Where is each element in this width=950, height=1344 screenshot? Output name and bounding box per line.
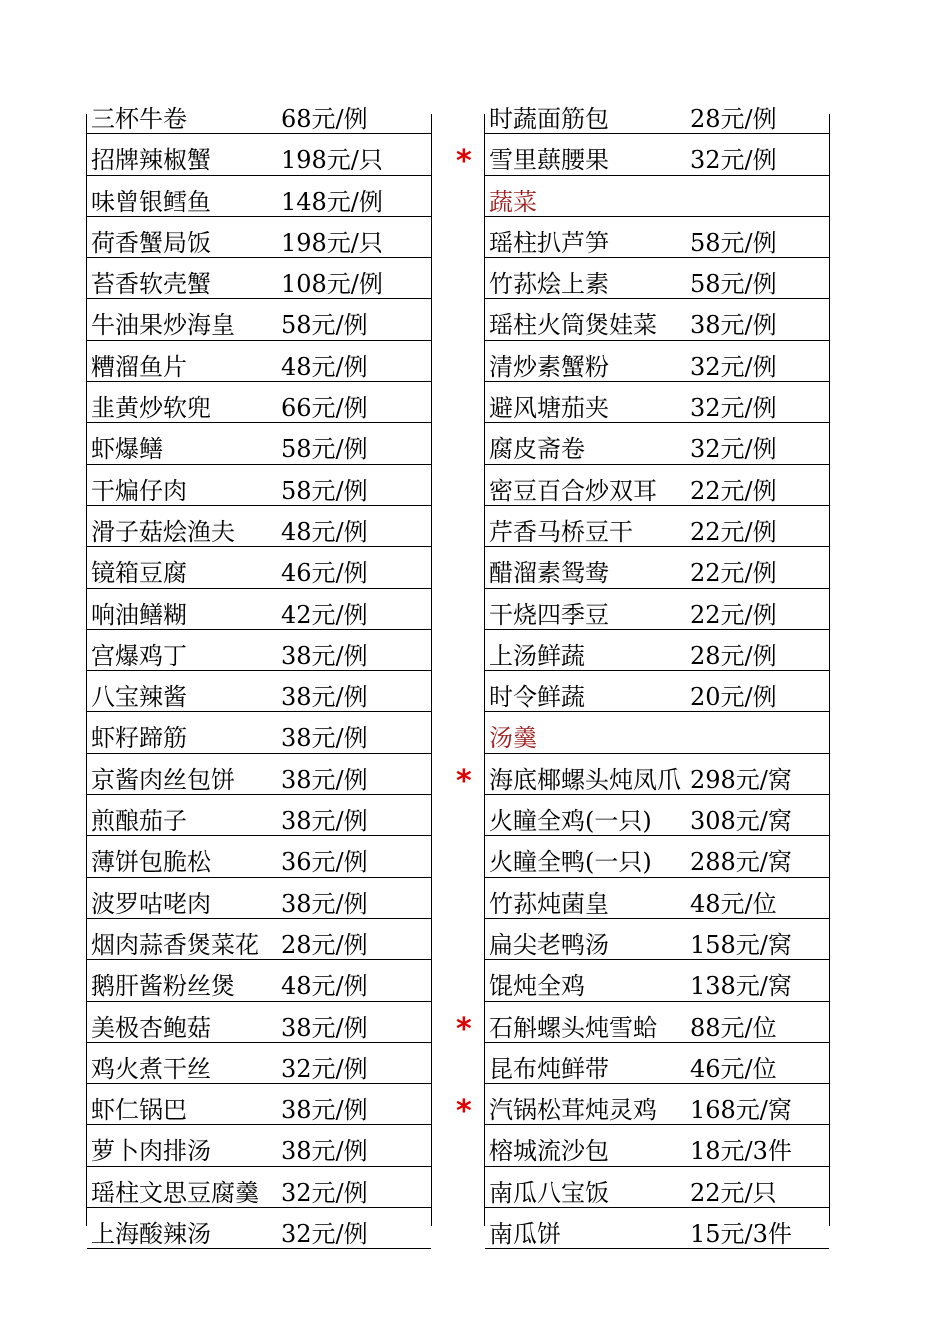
dish-name: 八宝辣酱 bbox=[91, 683, 187, 712]
dish-price: 58元/例 bbox=[281, 476, 368, 505]
menu-item-row bbox=[87, 465, 431, 506]
menu-item-row bbox=[87, 795, 431, 836]
dish-price: 58元/例 bbox=[281, 435, 368, 464]
menu-item-row bbox=[485, 382, 829, 423]
dish-name: 汽锅松茸炖灵鸡 bbox=[489, 1096, 657, 1125]
dish-name: 荷香蟹局饭 bbox=[91, 228, 211, 257]
dish-price: 38元/例 bbox=[281, 724, 368, 753]
recommended-star-icon: * bbox=[456, 763, 472, 799]
menu-item-row bbox=[87, 341, 431, 382]
dish-price: 22元/例 bbox=[690, 559, 777, 588]
dish-name: 上汤鲜蔬 bbox=[489, 641, 585, 670]
dish-name: 竹荪炖菌皇 bbox=[489, 889, 609, 918]
dish-price: 66元/例 bbox=[281, 394, 368, 423]
dish-price: 36元/例 bbox=[281, 848, 368, 877]
dish-price: 20元/例 bbox=[690, 683, 777, 712]
dish-name: 韭黄炒软兜 bbox=[91, 394, 211, 423]
dish-name: 海底椰螺头炖凤爪 bbox=[489, 765, 681, 794]
menu-item-row bbox=[485, 1208, 829, 1249]
dish-price: 108元/例 bbox=[281, 270, 383, 299]
dish-name: 招牌辣椒蟹 bbox=[91, 146, 211, 175]
dish-name: 鸡火煮干丝 bbox=[91, 1054, 211, 1083]
dish-name: 石斛螺头炖雪蛤 bbox=[489, 1013, 657, 1042]
section-title: 蔬菜 bbox=[489, 187, 537, 216]
dish-price: 38元/例 bbox=[281, 1013, 368, 1042]
dish-price: 48元/例 bbox=[281, 352, 368, 381]
dish-name: 上海酸辣汤 bbox=[91, 1220, 211, 1249]
dish-name: 干烧四季豆 bbox=[489, 600, 609, 629]
menu-item-row bbox=[87, 878, 431, 919]
dish-name: 时蔬面筋包 bbox=[489, 105, 609, 133]
menu-item-row bbox=[87, 506, 431, 547]
menu-item-row bbox=[87, 630, 431, 671]
menu-item-row bbox=[87, 671, 431, 712]
dish-price: 28元/例 bbox=[281, 930, 368, 959]
dish-price: 88元/位 bbox=[690, 1013, 777, 1042]
recommended-star-icon: * bbox=[456, 1011, 472, 1047]
dish-price: 158元/窝 bbox=[690, 930, 792, 959]
dish-price: 38元/例 bbox=[281, 641, 368, 670]
menu-item-row bbox=[87, 1002, 431, 1043]
section-title: 汤羹 bbox=[489, 724, 537, 753]
menu-item-row bbox=[485, 506, 829, 547]
menu-item-row bbox=[87, 919, 431, 960]
dish-price: 38元/例 bbox=[690, 311, 777, 340]
dish-name: 三杯牛卷 bbox=[91, 105, 187, 133]
dish-price: 32元/例 bbox=[690, 352, 777, 381]
dish-name: 清炒素蟹粉 bbox=[489, 352, 609, 381]
dish-name: 南瓜八宝饭 bbox=[489, 1178, 609, 1207]
dish-name: 瑶柱火筒煲娃菜 bbox=[489, 311, 657, 340]
menu-item-row bbox=[87, 258, 431, 299]
dish-price: 32元/例 bbox=[690, 394, 777, 423]
dish-name: 波罗咕咾肉 bbox=[91, 889, 211, 918]
dish-price: 58元/例 bbox=[690, 228, 777, 257]
dish-price: 58元/例 bbox=[690, 270, 777, 299]
dish-name: 芹香马桥豆干 bbox=[489, 517, 633, 546]
dish-name: 煎酿茄子 bbox=[91, 807, 187, 836]
dish-price: 38元/例 bbox=[281, 1137, 368, 1166]
dish-price: 308元/窝 bbox=[690, 807, 792, 836]
menu-item-row bbox=[485, 795, 829, 836]
dish-price: 28元/例 bbox=[690, 105, 777, 133]
menu-item-row bbox=[485, 341, 829, 382]
dish-name: 雪里蕻腰果 bbox=[489, 146, 609, 175]
dish-name: 扁尖老鸭汤 bbox=[489, 930, 609, 959]
dish-price: 138元/窝 bbox=[690, 972, 792, 1001]
menu-item-row bbox=[485, 547, 829, 588]
menu-item-row bbox=[456, 134, 829, 180]
dish-price: 38元/例 bbox=[281, 807, 368, 836]
dish-price: 198元/只 bbox=[281, 228, 383, 257]
dish-name: 竹荪烩上素 bbox=[489, 270, 609, 299]
dish-price: 32元/例 bbox=[281, 1220, 368, 1249]
dish-price: 48元/位 bbox=[690, 889, 777, 918]
dish-name: 响油鳝糊 bbox=[91, 600, 187, 629]
dish-price: 22元/只 bbox=[690, 1178, 777, 1207]
menu-item-row bbox=[485, 589, 829, 630]
dish-name: 苔香软壳蟹 bbox=[91, 270, 211, 299]
menu-item-row bbox=[485, 836, 829, 877]
dish-price: 18元/3件 bbox=[690, 1137, 792, 1166]
dish-name: 避风塘茄夹 bbox=[489, 394, 609, 423]
menu-item-row bbox=[456, 1002, 829, 1047]
dish-name: 瑶柱扒芦笋 bbox=[489, 228, 609, 257]
menu-item-row bbox=[87, 382, 431, 423]
dish-price: 198元/只 bbox=[281, 146, 383, 175]
menu-item-row bbox=[87, 217, 431, 258]
menu-item-row bbox=[87, 1084, 431, 1125]
menu-item-row bbox=[456, 1084, 829, 1130]
dish-price: 48元/例 bbox=[281, 972, 368, 1001]
menu-item-row bbox=[87, 423, 431, 464]
dish-price: 168元/窝 bbox=[690, 1096, 792, 1125]
menu-item-row bbox=[485, 1167, 829, 1208]
menu-item-row bbox=[87, 547, 431, 588]
dish-name: 味曾银鳕鱼 bbox=[91, 187, 211, 216]
menu-item-row bbox=[485, 878, 829, 919]
menu-item-row bbox=[485, 630, 829, 671]
dish-price: 148元/例 bbox=[281, 187, 383, 216]
dish-name: 美极杏鲍菇 bbox=[91, 1013, 211, 1042]
dish-price: 38元/例 bbox=[281, 1096, 368, 1125]
dish-name: 瑶柱文思豆腐羹 bbox=[91, 1178, 259, 1207]
dish-price: 32元/例 bbox=[281, 1054, 368, 1083]
menu-item-row bbox=[485, 217, 829, 258]
menu-item-row bbox=[87, 1125, 431, 1166]
dish-name: 火瞳全鸭(一只) bbox=[489, 848, 652, 877]
menu-item-row bbox=[485, 258, 829, 299]
menu-item-row bbox=[87, 836, 431, 877]
dish-name: 馄炖全鸡 bbox=[489, 972, 585, 1001]
dish-name: 牛油果炒海皇 bbox=[91, 311, 235, 340]
dish-name: 干煸仔肉 bbox=[91, 476, 187, 505]
menu-item-row bbox=[485, 671, 829, 712]
dish-name: 虾爆鳝 bbox=[91, 435, 163, 464]
dish-price: 288元/窝 bbox=[690, 848, 792, 877]
menu-item-row bbox=[87, 754, 431, 795]
dish-price: 68元/例 bbox=[281, 105, 368, 133]
menu-item-row bbox=[87, 589, 431, 630]
dish-name: 薄饼包脆松 bbox=[91, 848, 211, 877]
dish-price: 32元/例 bbox=[690, 435, 777, 464]
dish-name: 火瞳全鸡(一只) bbox=[489, 807, 652, 836]
menu-item-row bbox=[485, 919, 829, 960]
menu-item-row bbox=[87, 712, 431, 753]
dish-name: 榕城流沙包 bbox=[489, 1137, 609, 1166]
dish-price: 22元/例 bbox=[690, 600, 777, 629]
menu-item-row bbox=[87, 1208, 431, 1249]
menu-item-row bbox=[456, 754, 829, 799]
dish-name: 萝卜肉排汤 bbox=[91, 1137, 211, 1166]
dish-name: 滑子菇烩渔夫 bbox=[91, 517, 235, 546]
dish-price: 32元/例 bbox=[281, 1178, 368, 1207]
menu-item-row bbox=[87, 960, 431, 1001]
menu-item-row bbox=[87, 93, 431, 134]
menu-item-row bbox=[87, 1043, 431, 1084]
dish-name: 南瓜饼 bbox=[489, 1220, 561, 1249]
menu-item-row bbox=[485, 93, 829, 134]
dish-price: 38元/例 bbox=[281, 683, 368, 712]
dish-name: 虾仁锅巴 bbox=[91, 1096, 187, 1125]
dish-name: 虾籽蹄筋 bbox=[91, 724, 187, 753]
menu-item-row bbox=[87, 134, 431, 175]
left-menu-column bbox=[86, 105, 432, 1249]
recommended-star-icon: * bbox=[456, 1094, 472, 1130]
dish-price: 48元/例 bbox=[281, 517, 368, 546]
dish-name: 宫爆鸡丁 bbox=[91, 641, 187, 670]
menu-item-row bbox=[485, 465, 829, 506]
dish-name: 腐皮斋卷 bbox=[489, 435, 585, 464]
menu-item-row bbox=[485, 299, 829, 340]
dish-name: 烟肉蒜香煲菜花 bbox=[91, 930, 259, 959]
dish-price: 298元/窝 bbox=[690, 765, 792, 794]
dish-name: 醋溜素鸳鸯 bbox=[489, 559, 609, 588]
section-header bbox=[485, 176, 829, 217]
section-header bbox=[485, 712, 829, 753]
dish-name: 镜箱豆腐 bbox=[91, 559, 187, 588]
dish-name: 昆布炖鲜带 bbox=[489, 1054, 609, 1083]
menu-item-row bbox=[87, 299, 431, 340]
dish-price: 58元/例 bbox=[281, 311, 368, 340]
dish-price: 28元/例 bbox=[690, 641, 777, 670]
dish-price: 46元/例 bbox=[281, 559, 368, 588]
menu-item-row bbox=[485, 1125, 829, 1166]
menu-item-row bbox=[87, 1167, 431, 1208]
dish-name: 密豆百合炒双耳 bbox=[489, 476, 657, 505]
dish-name: 时令鲜蔬 bbox=[489, 683, 585, 712]
dish-price: 22元/例 bbox=[690, 476, 777, 505]
dish-price: 22元/例 bbox=[690, 517, 777, 546]
right-menu-column bbox=[456, 105, 830, 1249]
menu-item-row bbox=[485, 960, 829, 1001]
dish-name: 京酱肉丝包饼 bbox=[91, 765, 235, 794]
dish-name: 糟溜鱼片 bbox=[91, 352, 187, 381]
menu-item-row bbox=[485, 1043, 829, 1084]
dish-price: 38元/例 bbox=[281, 889, 368, 918]
menu-item-row bbox=[485, 423, 829, 464]
dish-price: 38元/例 bbox=[281, 765, 368, 794]
menu-item-row bbox=[87, 176, 431, 217]
dish-price: 46元/位 bbox=[690, 1054, 777, 1083]
dish-price: 42元/例 bbox=[281, 600, 368, 629]
dish-price: 15元/3件 bbox=[690, 1220, 792, 1249]
dish-name: 鹅肝酱粉丝煲 bbox=[91, 972, 235, 1001]
dish-price: 32元/例 bbox=[690, 146, 777, 175]
recommended-star-icon: * bbox=[456, 144, 472, 180]
